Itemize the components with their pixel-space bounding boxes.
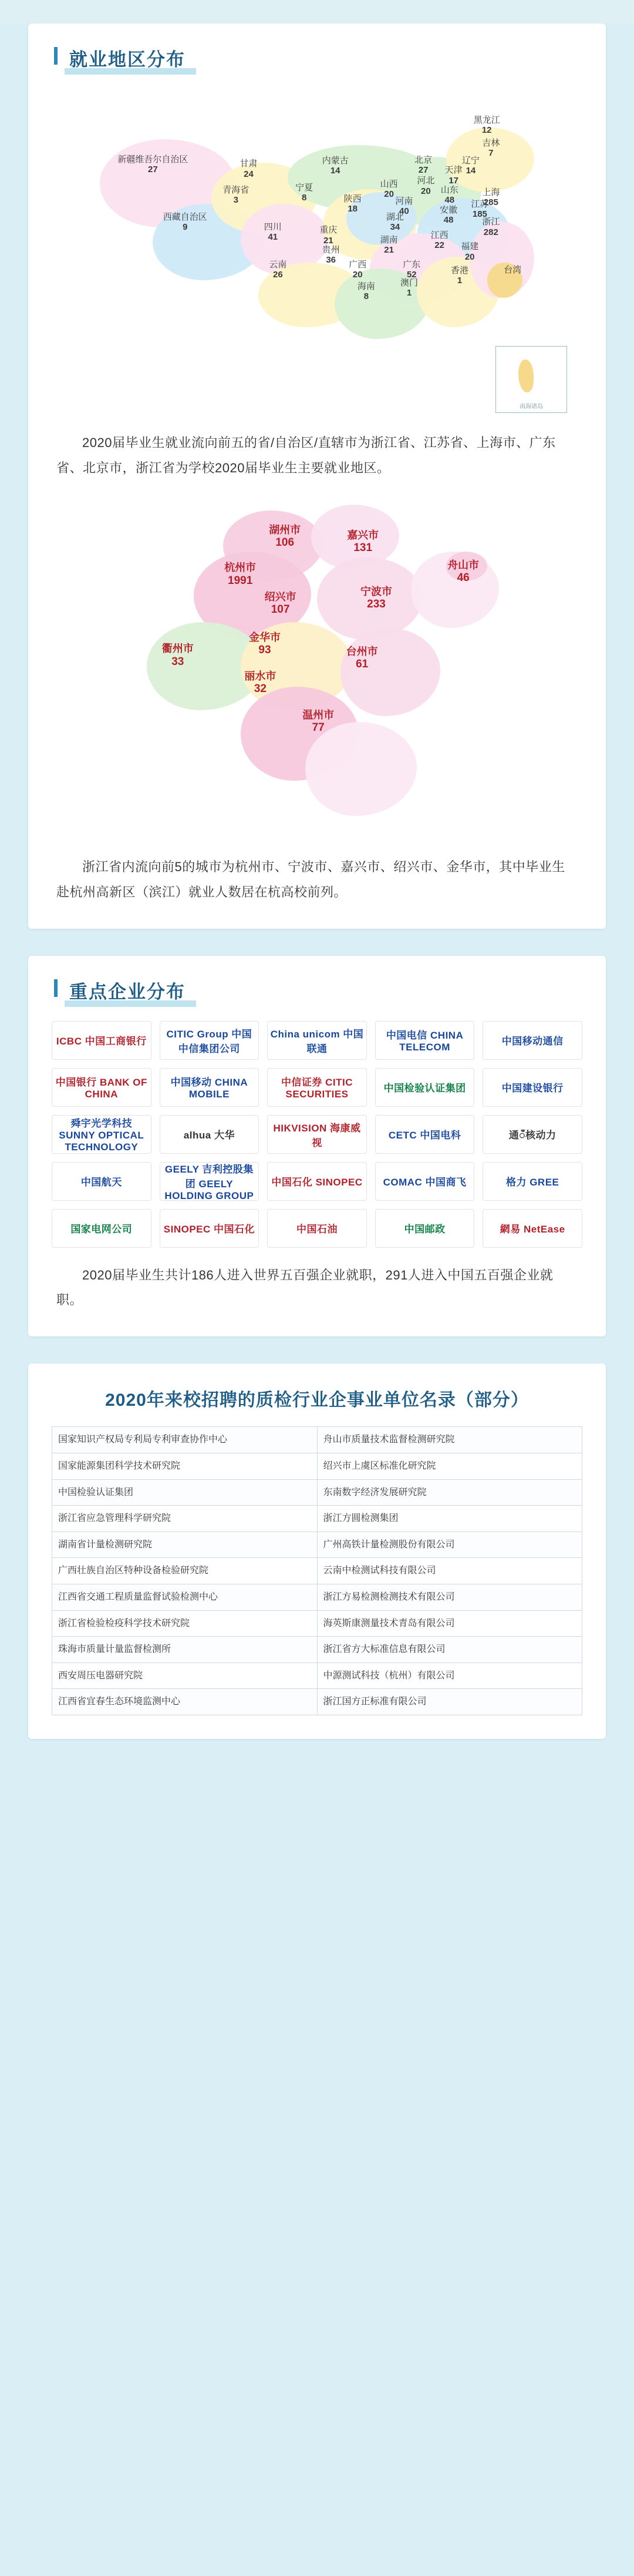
province-value: 48 [443, 214, 454, 225]
province-label: 吉林 7 [482, 138, 500, 159]
city-label: 绍兴市 107 [264, 590, 296, 616]
province-label: 西藏自治区 9 [163, 212, 207, 233]
recruiting-title: 2020年来校招聘的质检行业企事业单位名录（部分） [105, 1391, 529, 1410]
logo-row [52, 1209, 582, 1248]
china-map [65, 86, 569, 415]
company-logo: 中国建设银行 [483, 1068, 582, 1107]
table-cell: 绍兴市上虞区标准化研究院 [317, 1453, 582, 1479]
section-title-wrap [52, 43, 582, 84]
province-label: 四川 41 [264, 221, 282, 243]
province-label: 黑龙江 12 [473, 115, 500, 136]
province-value: 8 [301, 192, 307, 203]
city-value: 233 [367, 598, 386, 611]
province-value: 282 [483, 227, 498, 237]
company-logo: 中国石油 [267, 1209, 367, 1248]
city-label: 湖州市 106 [269, 523, 301, 549]
city-value: 77 [312, 721, 325, 734]
table-cell: 中国检验认证集团 [52, 1479, 318, 1506]
table-row [52, 1479, 582, 1506]
province-value: 22 [434, 240, 444, 251]
province-label: 辽宁 14 [461, 155, 480, 176]
company-logo: 通ँ核动力 [483, 1115, 582, 1154]
province-label: 海南 8 [357, 281, 375, 301]
province-label: 湖北 34 [386, 212, 404, 233]
province-value: 48 [444, 195, 455, 206]
company-logo: 中国移动 CHINA MOBILE [160, 1068, 259, 1107]
province-label: 贵州 36 [322, 245, 340, 266]
city-label: 宁波市 233 [360, 585, 392, 611]
paragraph-zhejiang: 浙江省内流向前5的城市为杭州市、宁波市、嘉兴市、绍兴市、金华市，其中毕业生赴杭州高新区（滨江）就业人数居在杭高校前列。 [56, 859, 565, 899]
table-cell: 广西壮族自治区特种设备检验研究院 [52, 1558, 318, 1584]
province-label: 湖南 21 [380, 235, 398, 256]
logo-row [52, 1115, 582, 1154]
paragraph-enterprises: 2020届毕业生共计186人进入世界五百强企业就职，291人进入中国五百强企业就职。 [56, 1267, 554, 1308]
province-value: 40 [399, 206, 409, 217]
table-cell: 中源测试科技（杭州）有限公司 [317, 1663, 582, 1689]
province-label: 青海省 3 [222, 185, 249, 206]
company-logo: 中国邮政 [375, 1209, 475, 1248]
province-value: 36 [326, 255, 336, 266]
section-title-employment: 就业地区分布 [62, 43, 193, 73]
province-label: 云南 26 [269, 260, 287, 280]
table-cell: 珠海市质量计量监督检测所 [52, 1637, 318, 1663]
city-value: 46 [457, 572, 470, 585]
table-row [52, 1558, 582, 1584]
province-label: 内蒙古 14 [322, 155, 349, 176]
province-label: 江西 22 [430, 230, 448, 251]
city-label: 丽水市 32 [244, 670, 276, 696]
province-value: 185 [472, 209, 487, 219]
province-label: 安徽 48 [440, 204, 458, 225]
province-value: 3 [233, 195, 238, 206]
zhejiang-map [94, 487, 540, 839]
table-cell: 广州高铁计量检测股份有限公司 [317, 1532, 582, 1558]
enterprise-logo-grid [52, 1021, 582, 1248]
table-cell: 浙江国方正标准有限公司 [317, 1689, 582, 1715]
province-value: 14 [330, 165, 340, 176]
section-recruiting-units [28, 1363, 606, 1739]
province-label: 广西 20 [349, 260, 367, 280]
city-value: 33 [171, 655, 184, 668]
company-logo: 中国银行 BANK OF CHINA [52, 1068, 151, 1107]
city-value: 131 [353, 542, 373, 555]
city-value: 61 [356, 658, 369, 671]
table-cell: 海英斯康测量技术青岛有限公司 [317, 1610, 582, 1637]
section-employment-region [28, 23, 606, 929]
logo-row [52, 1068, 582, 1107]
table-cell: 湖南省计量检测研究院 [52, 1532, 318, 1558]
table-cell: 国家能源集团科学技术研究院 [52, 1453, 318, 1479]
table-row [52, 1427, 582, 1453]
table-cell: 浙江省检验检疫科学技术研究院 [52, 1610, 318, 1637]
province-value: 18 [348, 204, 358, 214]
table-row [52, 1689, 582, 1715]
company-logo: 中国检验认证集团 [375, 1068, 475, 1107]
table-cell: 国家知识产权局专利局专利审查协作中心 [52, 1427, 318, 1453]
province-label: 甘肃 24 [240, 159, 258, 179]
china-map-box [52, 86, 582, 415]
province-label: 河南 40 [395, 196, 413, 217]
logo-row [52, 1021, 582, 1060]
city-value: 1991 [228, 574, 253, 587]
province-value: 1 [406, 288, 412, 298]
province-value: 34 [390, 222, 400, 233]
province-value: 9 [183, 222, 188, 233]
table-cell: 江西省交通工程质量监督试验检测中心 [52, 1584, 318, 1610]
table-row [52, 1637, 582, 1663]
table-cell: 浙江方易检测检测技术有限公司 [317, 1584, 582, 1610]
company-logo: 中国石化 SINOPEC [267, 1162, 367, 1201]
province-value: 41 [268, 232, 278, 243]
company-logo: 格力 GREE [483, 1162, 582, 1201]
table-row [52, 1584, 582, 1610]
table-cell: 江西省宜春生态环境监测中心 [52, 1689, 318, 1715]
province-value: 14 [466, 165, 476, 176]
province-value: 27 [148, 164, 158, 175]
province-value: 24 [244, 169, 254, 179]
company-logo: 網易 NetEase [483, 1209, 582, 1248]
city-value: 107 [271, 603, 290, 616]
city-label: 台州市 61 [346, 645, 378, 671]
report-page [0, 23, 634, 2576]
company-logo: 中国电信 CHINA TELECOM [375, 1021, 475, 1060]
city-label: 金华市 93 [249, 631, 281, 657]
section-title-enterprises: 重点企业分布 [62, 976, 193, 1006]
map-legend-box [495, 346, 567, 413]
legend-caption: 南海诸岛 [520, 404, 543, 410]
province-value: 17 [448, 175, 459, 186]
company-logo: China unicom 中国联通 [267, 1021, 367, 1060]
province-label: 天津 17 [444, 165, 463, 186]
company-logo: GEELY 吉利控股集团 GEELY HOLDING GROUP [160, 1162, 259, 1201]
company-logo: HIKVISION 海康威视 [267, 1115, 367, 1154]
company-logo: ICBC 中国工商银行 [52, 1021, 151, 1060]
city-value: 106 [275, 536, 295, 549]
province-value: 7 [488, 148, 494, 159]
table-cell: 浙江省方大标准信息有限公司 [317, 1637, 582, 1663]
province-label: 浙江 282 [482, 217, 500, 237]
paragraph-china: 2020届毕业生就业流向前五的省/自治区/直辖市为浙江省、江苏省、上海市、广东省、北京市，浙江省为学校2020届毕业生主要就业地区。 [56, 435, 556, 475]
province-value: 27 [418, 164, 429, 175]
province-value: 20 [384, 189, 394, 200]
company-logo: 舜宇光学科技 SUNNY OPTICAL TECHNOLOGY [52, 1115, 151, 1154]
province-label: 福建 20 [461, 241, 479, 262]
province-label: 江苏 185 [471, 199, 489, 219]
province-label: 澳门 1 [400, 278, 419, 298]
province-value: 8 [363, 291, 369, 301]
company-logo: CETC 中国电科 [375, 1115, 475, 1154]
logo-row [52, 1162, 582, 1201]
table-row [52, 1610, 582, 1637]
province-value: 12 [481, 125, 492, 136]
company-logo: 国家电网公司 [52, 1209, 151, 1248]
table-cell: 浙江方圆检测集团 [317, 1506, 582, 1532]
city-label: 杭州市 1991 [224, 561, 257, 587]
company-logo: alhua 大华 [160, 1115, 259, 1154]
city-value: 32 [254, 683, 267, 696]
table-cell: 西安周压电器研究院 [52, 1663, 318, 1689]
province-label: 新疆维吾尔自治区 27 [117, 155, 188, 175]
table-cell: 浙江省应急管理科学研究院 [52, 1506, 318, 1532]
province-label: 重庆 21 [319, 225, 338, 246]
company-logo: 中信证券 CITIC SECURITIES [267, 1068, 367, 1107]
table-row [52, 1532, 582, 1558]
province-label: 宁夏 8 [295, 182, 313, 203]
province-label: 上海 285 [482, 187, 500, 208]
section-key-enterprises [28, 956, 606, 1337]
section-title-wrap-2 [52, 976, 582, 1016]
table-cell: 云南中检测试科技有限公司 [317, 1558, 582, 1584]
title-underline [65, 68, 196, 75]
city-label: 嘉兴市 131 [347, 529, 379, 555]
table-row [52, 1453, 582, 1479]
table-row [52, 1506, 582, 1532]
city-label: 温州市 77 [302, 708, 335, 734]
province-label: 山西 20 [380, 179, 398, 200]
city-label: 衢州市 33 [161, 642, 194, 668]
company-logo: SINOPEC 中国石化 [160, 1209, 259, 1248]
province-value: 21 [323, 235, 333, 246]
table-cell: 舟山市质量技术监督检测研究院 [317, 1427, 582, 1453]
province-label: 山东 48 [440, 185, 458, 206]
province-value: 21 [384, 245, 394, 256]
province-label: 陕西 18 [343, 194, 362, 214]
province-value: 20 [352, 270, 363, 280]
recruiting-units-table [52, 1426, 582, 1715]
province-value: 26 [273, 270, 283, 280]
title-underline [65, 1000, 196, 1007]
company-logo: COMAC 中国商飞 [375, 1162, 475, 1201]
province-label: 台湾 [504, 264, 522, 275]
table-cell: 东南数字经济发展研究院 [317, 1479, 582, 1506]
company-logo: 中国移动通信 [483, 1021, 582, 1060]
province-value: 285 [483, 197, 498, 208]
company-logo: 中国航天 [52, 1162, 151, 1201]
province-label: 河北 20 [417, 176, 435, 196]
province-value: 52 [406, 270, 417, 280]
province-value: 1 [457, 275, 463, 286]
province-value: 20 [464, 251, 475, 262]
province-label: 北京 27 [414, 155, 433, 175]
province-label: 香港 1 [451, 265, 469, 286]
zhejiang-map-box [52, 487, 582, 839]
province-value: 20 [421, 186, 431, 196]
province-label: 广东 52 [403, 260, 421, 280]
company-logo: CITIC Group 中国中信集团公司 [160, 1021, 259, 1060]
table-row [52, 1663, 582, 1689]
city-label: 舟山市 46 [447, 559, 480, 585]
city-value: 93 [258, 644, 271, 657]
